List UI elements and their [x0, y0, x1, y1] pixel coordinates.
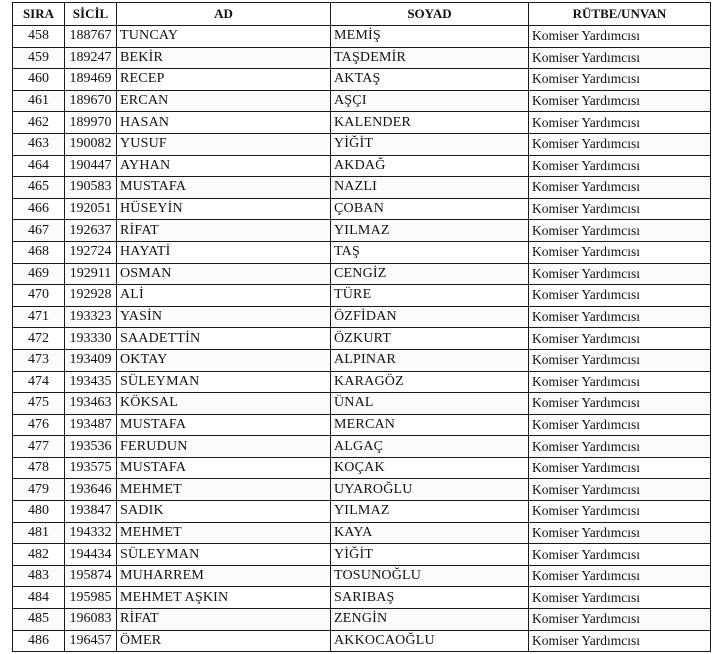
- header-sicil: SİCİL: [65, 3, 117, 26]
- cell-sira: 482: [13, 544, 65, 566]
- cell-soyad: ÖZKURT: [331, 328, 529, 350]
- table-row: [13, 90, 711, 112]
- cell-rutbe: Komiser Yardımcısı: [529, 26, 711, 48]
- header-ad: AD: [117, 3, 331, 26]
- cell-rutbe: Komiser Yardımcısı: [529, 263, 711, 285]
- cell-ad: SÜLEYMAN: [117, 544, 331, 566]
- cell-rutbe: Komiser Yardımcısı: [529, 241, 711, 263]
- cell-ad: OSMAN: [117, 263, 331, 285]
- cell-rutbe: Komiser Yardımcısı: [529, 609, 711, 631]
- cell-rutbe: Komiser Yardımcısı: [529, 630, 711, 652]
- cell-sicil: 188767: [65, 26, 117, 48]
- table-row: [13, 263, 711, 285]
- cell-rutbe: Komiser Yardımcısı: [529, 457, 711, 479]
- header-soyad: SOYAD: [331, 3, 529, 26]
- cell-sira: 461: [13, 90, 65, 112]
- cell-sira: 477: [13, 436, 65, 458]
- cell-soyad: NAZLI: [331, 177, 529, 199]
- table-row: [13, 393, 711, 415]
- cell-rutbe: Komiser Yardımcısı: [529, 501, 711, 523]
- table-row: [13, 609, 711, 631]
- table-row: [13, 501, 711, 523]
- cell-rutbe: Komiser Yardımcısı: [529, 393, 711, 415]
- cell-rutbe: Komiser Yardımcısı: [529, 544, 711, 566]
- cell-ad: BEKİR: [117, 47, 331, 69]
- cell-ad: RİFAT: [117, 609, 331, 631]
- cell-sira: 486: [13, 630, 65, 652]
- cell-ad: MEHMET: [117, 522, 331, 544]
- cell-soyad: TAŞDEMİR: [331, 47, 529, 69]
- cell-sira: 465: [13, 177, 65, 199]
- cell-ad: SÜLEYMAN: [117, 371, 331, 393]
- cell-soyad: AŞÇI: [331, 90, 529, 112]
- cell-ad: ÖMER: [117, 630, 331, 652]
- cell-sira: 481: [13, 522, 65, 544]
- cell-rutbe: Komiser Yardımcısı: [529, 285, 711, 307]
- cell-sicil: 195985: [65, 587, 117, 609]
- cell-sira: 468: [13, 241, 65, 263]
- cell-sicil: 192724: [65, 241, 117, 263]
- cell-soyad: AKKOCAOĞLU: [331, 630, 529, 652]
- cell-rutbe: Komiser Yardımcısı: [529, 198, 711, 220]
- cell-sira: 485: [13, 609, 65, 631]
- cell-sicil: 194434: [65, 544, 117, 566]
- cell-ad: AYHAN: [117, 155, 331, 177]
- cell-rutbe: Komiser Yardımcısı: [529, 47, 711, 69]
- cell-ad: YASİN: [117, 306, 331, 328]
- cell-sira: 478: [13, 457, 65, 479]
- table-row: [13, 587, 711, 609]
- table-row: [13, 414, 711, 436]
- cell-rutbe: Komiser Yardımcısı: [529, 220, 711, 242]
- cell-rutbe: Komiser Yardımcısı: [529, 522, 711, 544]
- cell-sicil: 196457: [65, 630, 117, 652]
- cell-soyad: ÖZFİDAN: [331, 306, 529, 328]
- cell-sicil: 189670: [65, 90, 117, 112]
- cell-sira: 471: [13, 306, 65, 328]
- table-row: [13, 349, 711, 371]
- header-rutbe: RÜTBE/UNVAN: [529, 3, 711, 26]
- cell-sira: 459: [13, 47, 65, 69]
- cell-sicil: 190082: [65, 133, 117, 155]
- cell-rutbe: Komiser Yardımcısı: [529, 479, 711, 501]
- cell-sicil: 189247: [65, 47, 117, 69]
- table-row: [13, 112, 711, 134]
- cell-soyad: ALGAÇ: [331, 436, 529, 458]
- table-row: [13, 479, 711, 501]
- cell-ad: ERCAN: [117, 90, 331, 112]
- header-row: [13, 3, 711, 26]
- cell-ad: SADIK: [117, 501, 331, 523]
- table-row: [13, 198, 711, 220]
- cell-rutbe: Komiser Yardımcısı: [529, 306, 711, 328]
- cell-sira: 473: [13, 349, 65, 371]
- cell-sicil: 192637: [65, 220, 117, 242]
- cell-sira: 469: [13, 263, 65, 285]
- table-row: [13, 522, 711, 544]
- cell-rutbe: Komiser Yardımcısı: [529, 177, 711, 199]
- cell-soyad: AKTAŞ: [331, 69, 529, 91]
- cell-rutbe: Komiser Yardımcısı: [529, 371, 711, 393]
- table-row: [13, 436, 711, 458]
- cell-sira: 464: [13, 155, 65, 177]
- cell-soyad: TOSUNOĞLU: [331, 565, 529, 587]
- table-row: [13, 241, 711, 263]
- cell-sira: 472: [13, 328, 65, 350]
- cell-ad: FERUDUN: [117, 436, 331, 458]
- cell-ad: KÖKSAL: [117, 393, 331, 415]
- cell-soyad: ZENGİN: [331, 609, 529, 631]
- cell-sicil: 193487: [65, 414, 117, 436]
- table-body: [13, 26, 711, 652]
- cell-ad: RECEP: [117, 69, 331, 91]
- cell-sira: 470: [13, 285, 65, 307]
- cell-sicil: 193847: [65, 501, 117, 523]
- cell-sira: 463: [13, 133, 65, 155]
- cell-soyad: SARIBAŞ: [331, 587, 529, 609]
- cell-ad: MUSTAFA: [117, 177, 331, 199]
- cell-soyad: MERCAN: [331, 414, 529, 436]
- cell-ad: YUSUF: [117, 133, 331, 155]
- cell-rutbe: Komiser Yardımcısı: [529, 328, 711, 350]
- cell-ad: HAYATİ: [117, 241, 331, 263]
- cell-sira: 484: [13, 587, 65, 609]
- cell-rutbe: Komiser Yardımcısı: [529, 155, 711, 177]
- cell-soyad: KAYA: [331, 522, 529, 544]
- table-row: [13, 371, 711, 393]
- table-row: [13, 133, 711, 155]
- cell-sira: 460: [13, 69, 65, 91]
- cell-ad: SAADETTİN: [117, 328, 331, 350]
- cell-sicil: 193575: [65, 457, 117, 479]
- cell-soyad: ÇOBAN: [331, 198, 529, 220]
- cell-rutbe: Komiser Yardımcısı: [529, 436, 711, 458]
- cell-sicil: 193409: [65, 349, 117, 371]
- cell-sicil: 193435: [65, 371, 117, 393]
- cell-ad: MEHMET AŞKIN: [117, 587, 331, 609]
- table-row: [13, 630, 711, 652]
- cell-sira: 476: [13, 414, 65, 436]
- table-row: [13, 544, 711, 566]
- table-row: [13, 457, 711, 479]
- cell-soyad: ÜNAL: [331, 393, 529, 415]
- cell-ad: MUHARREM: [117, 565, 331, 587]
- cell-ad: RİFAT: [117, 220, 331, 242]
- cell-rutbe: Komiser Yardımcısı: [529, 69, 711, 91]
- cell-sicil: 192928: [65, 285, 117, 307]
- cell-sicil: 192051: [65, 198, 117, 220]
- cell-sicil: 189469: [65, 69, 117, 91]
- cell-ad: HÜSEYİN: [117, 198, 331, 220]
- cell-soyad: YİĞİT: [331, 544, 529, 566]
- cell-sira: 475: [13, 393, 65, 415]
- cell-rutbe: Komiser Yardımcısı: [529, 349, 711, 371]
- cell-ad: OKTAY: [117, 349, 331, 371]
- cell-rutbe: Komiser Yardımcısı: [529, 112, 711, 134]
- cell-soyad: KALENDER: [331, 112, 529, 134]
- cell-ad: HASAN: [117, 112, 331, 134]
- table-row: [13, 69, 711, 91]
- table-row: [13, 155, 711, 177]
- cell-sicil: 193323: [65, 306, 117, 328]
- cell-sicil: 190583: [65, 177, 117, 199]
- table-row: [13, 26, 711, 48]
- cell-soyad: KOÇAK: [331, 457, 529, 479]
- cell-rutbe: Komiser Yardımcısı: [529, 133, 711, 155]
- cell-ad: TUNCAY: [117, 26, 331, 48]
- cell-sicil: 193536: [65, 436, 117, 458]
- cell-sira: 467: [13, 220, 65, 242]
- table-row: [13, 285, 711, 307]
- cell-soyad: YILMAZ: [331, 501, 529, 523]
- cell-soyad: YİĞİT: [331, 133, 529, 155]
- cell-soyad: TÜRE: [331, 285, 529, 307]
- table-row: [13, 177, 711, 199]
- personnel-list-document: [12, 2, 711, 652]
- table-header: [13, 3, 711, 26]
- cell-sicil: 193646: [65, 479, 117, 501]
- personnel-table: [12, 2, 711, 652]
- cell-soyad: YILMAZ: [331, 220, 529, 242]
- cell-sira: 466: [13, 198, 65, 220]
- cell-soyad: UYAROĞLU: [331, 479, 529, 501]
- cell-rutbe: Komiser Yardımcısı: [529, 587, 711, 609]
- cell-sicil: 192911: [65, 263, 117, 285]
- cell-sira: 474: [13, 371, 65, 393]
- cell-soyad: KARAGÖZ: [331, 371, 529, 393]
- cell-sicil: 190447: [65, 155, 117, 177]
- cell-ad: MEHMET: [117, 479, 331, 501]
- cell-sira: 458: [13, 26, 65, 48]
- table-row: [13, 328, 711, 350]
- cell-soyad: ALPINAR: [331, 349, 529, 371]
- cell-sicil: 194332: [65, 522, 117, 544]
- cell-soyad: CENGİZ: [331, 263, 529, 285]
- cell-sira: 480: [13, 501, 65, 523]
- cell-sicil: 196083: [65, 609, 117, 631]
- cell-soyad: MEMİŞ: [331, 26, 529, 48]
- table-row: [13, 47, 711, 69]
- cell-sira: 462: [13, 112, 65, 134]
- cell-ad: MUSTAFA: [117, 457, 331, 479]
- cell-soyad: AKDAĞ: [331, 155, 529, 177]
- header-sira: SIRA: [13, 3, 65, 26]
- cell-rutbe: Komiser Yardımcısı: [529, 414, 711, 436]
- table-row: [13, 220, 711, 242]
- cell-sicil: 193463: [65, 393, 117, 415]
- cell-sira: 483: [13, 565, 65, 587]
- cell-sicil: 195874: [65, 565, 117, 587]
- cell-ad: ALİ: [117, 285, 331, 307]
- cell-rutbe: Komiser Yardımcısı: [529, 565, 711, 587]
- cell-sicil: 189970: [65, 112, 117, 134]
- cell-soyad: TAŞ: [331, 241, 529, 263]
- cell-sira: 479: [13, 479, 65, 501]
- cell-sicil: 193330: [65, 328, 117, 350]
- cell-ad: MUSTAFA: [117, 414, 331, 436]
- table-row: [13, 306, 711, 328]
- table-row: [13, 565, 711, 587]
- cell-rutbe: Komiser Yardımcısı: [529, 90, 711, 112]
